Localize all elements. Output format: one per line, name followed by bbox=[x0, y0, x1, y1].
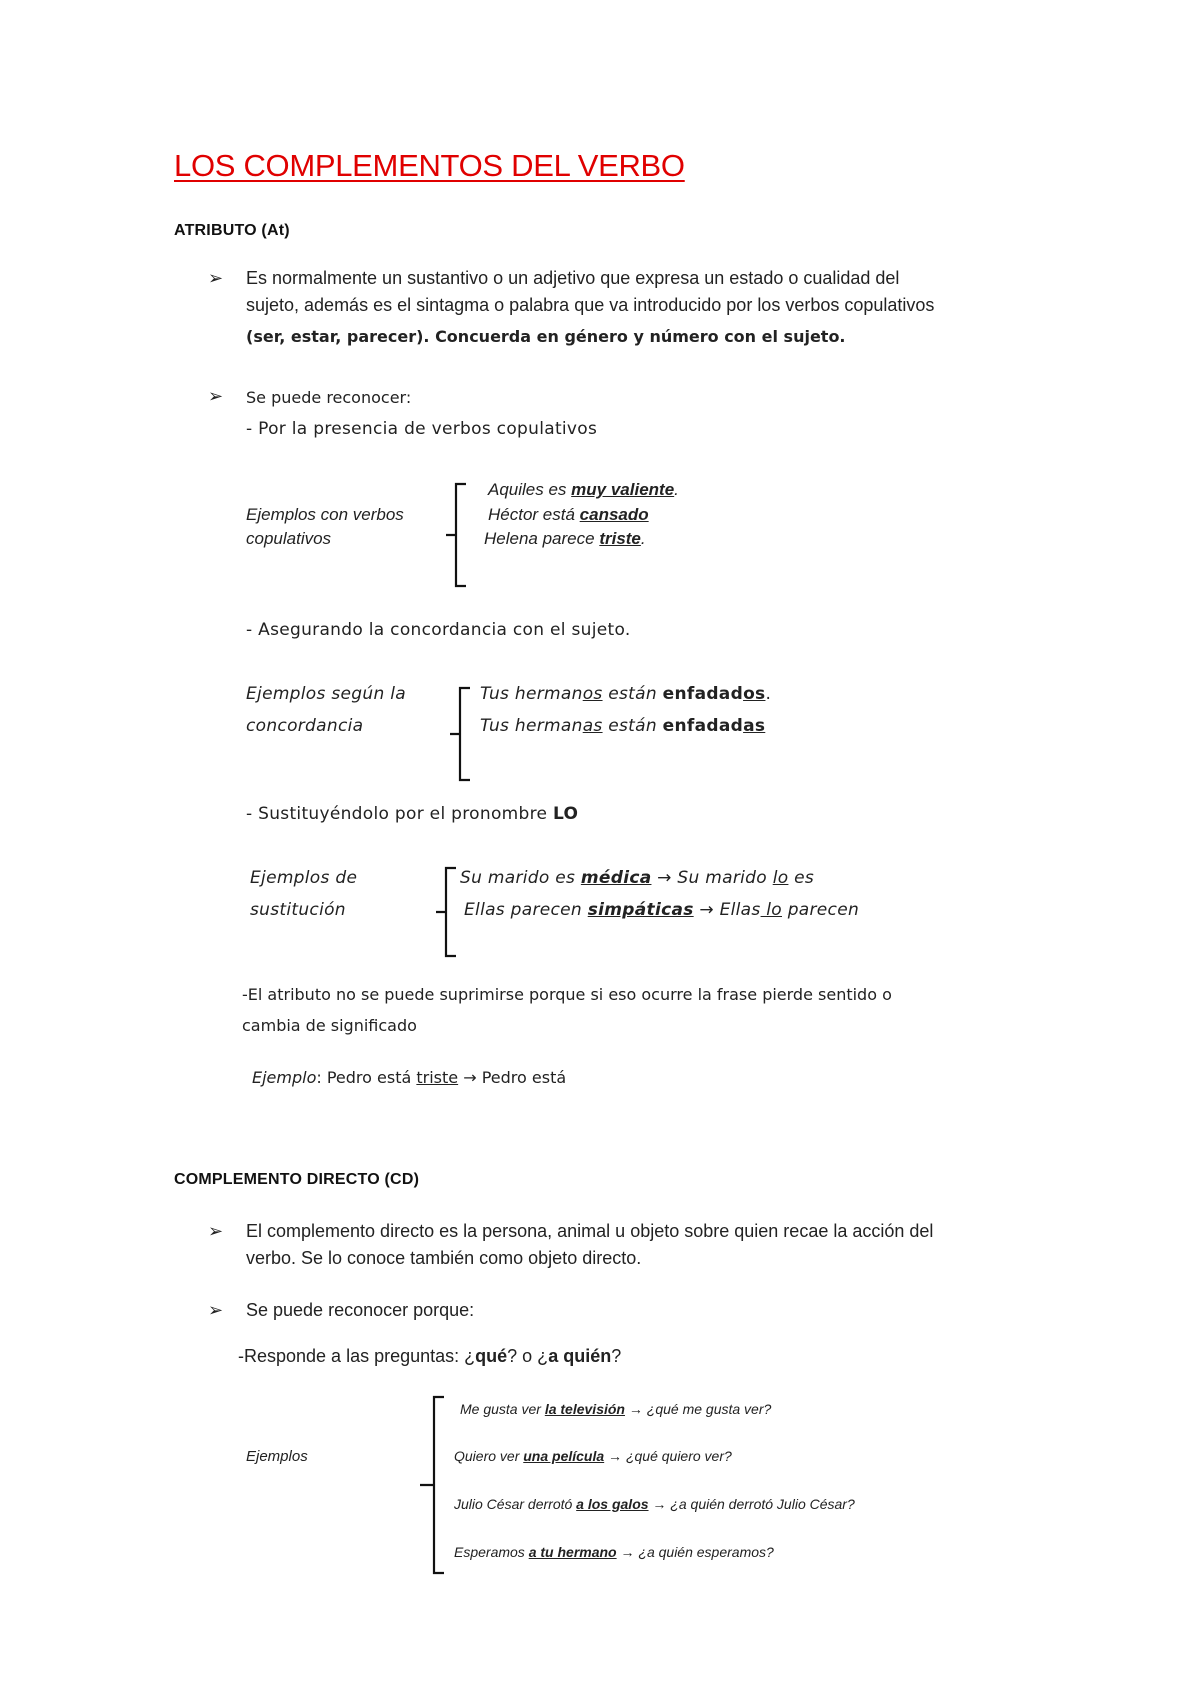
atributo-method-3 bbox=[246, 804, 578, 824]
atributo-note-line-2: cambia de significado bbox=[242, 1016, 417, 1035]
cd-bullet-1-line-1: El complemento directo es la persona, animal u objeto sobre quien recae la acción del bbox=[246, 1221, 934, 1241]
ex2-sentence-1 bbox=[480, 684, 771, 704]
ex3-s2-pronoun: lo bbox=[760, 900, 782, 920]
cd-ex-s4-object: a tu hermano bbox=[528, 1544, 617, 1560]
ex2-s1-subject: Tus herman bbox=[480, 684, 583, 704]
ex2-label-line-2: concordancia bbox=[246, 716, 364, 736]
cd-ex-sentence-3 bbox=[454, 1496, 855, 1512]
atributo-note-line-1: -El atributo no se puede suprimirse porque si eso ocurre la frase pierde sentido o bbox=[242, 985, 892, 1004]
arrowhead-bullet-icon: ➢ bbox=[208, 386, 224, 406]
ex1-s3-text: Helena parece bbox=[484, 529, 600, 548]
cd-ex-sentence-4 bbox=[454, 1544, 774, 1560]
cd-ex-s2-question: → ¿qué quiero ver? bbox=[604, 1448, 732, 1464]
cd-bullet-2 bbox=[208, 1297, 475, 1324]
ex2-s1-subject-ending: os bbox=[582, 684, 603, 704]
atributo-bullet-1-line-2: sujeto, además es el sintagma o palabra que va introducido por los verbos copulativos bbox=[246, 295, 935, 315]
cd-bullet-2-text: Se puede reconocer porque: bbox=[246, 1300, 475, 1320]
arrowhead-bullet-icon: ➢ bbox=[208, 1221, 224, 1241]
cd-ex-sentence-1 bbox=[460, 1401, 771, 1417]
ex3-sentence-2 bbox=[464, 900, 859, 920]
ex3-label-line-1: Ejemplos de bbox=[250, 868, 358, 888]
atributo-method-2: - Asegurando la concordancia con el sujeto. bbox=[246, 620, 631, 640]
ex1-s1-period: . bbox=[674, 480, 679, 499]
cd-bullet-1-line-2: verbo. Se lo conoce también como objeto directo. bbox=[246, 1248, 642, 1268]
ex3-s1-attribute: médica bbox=[580, 868, 652, 888]
ex3-s1-text: Su marido es bbox=[460, 868, 581, 888]
ex1-s2-attribute: cansado bbox=[579, 505, 649, 524]
atributo-method-1: - Por la presencia de verbos copulativos bbox=[246, 419, 598, 439]
ex1-s2-text: Héctor está bbox=[488, 505, 580, 524]
ex3-s1-verb: es bbox=[788, 868, 815, 888]
ex3-s1-pronoun: lo bbox=[772, 868, 789, 888]
section-heading-atributo: ATRIBUTO (At) bbox=[174, 222, 290, 239]
arrowhead-bullet-icon: ➢ bbox=[208, 1300, 224, 1320]
example-label: Ejemplo bbox=[252, 1068, 317, 1087]
ex1-sentence-2 bbox=[488, 505, 649, 525]
cd-bullet-1 bbox=[208, 1218, 934, 1272]
atributo-bullet-1 bbox=[208, 265, 935, 319]
atributo-bullet-1-line-3 bbox=[246, 327, 846, 346]
cd-ex-s4-text: Esperamos bbox=[454, 1544, 529, 1560]
cd-ex-s3-text: Julio César derrotó bbox=[454, 1496, 577, 1512]
ex1-label-line-2: copulativos bbox=[246, 529, 332, 548]
curly-brace-icon bbox=[440, 482, 480, 588]
cd-ex-s1-object: la televisión bbox=[544, 1401, 625, 1417]
cd-ex-s2-object: una película bbox=[523, 1448, 605, 1464]
page-title: LOS COMPLEMENTOS DEL VERBO bbox=[174, 148, 685, 183]
cd-question-a-quien: a quién bbox=[548, 1346, 612, 1366]
ex3-s1-arrow-text: → Su marido bbox=[651, 868, 773, 888]
ex2-s1-attribute: enfadad bbox=[662, 684, 744, 704]
ex1-sentence-1 bbox=[488, 480, 679, 500]
ex2-s2-verb: están bbox=[602, 716, 663, 736]
ex2-s2-subject: Tus herman bbox=[480, 716, 583, 736]
cd-ex-label: Ejemplos bbox=[246, 1448, 308, 1465]
atributo-bullet-1-line-3-text: (ser, estar, parecer). Concuerda en género y número con el sujeto. bbox=[246, 327, 846, 346]
ex3-sentence-1 bbox=[460, 868, 814, 888]
ex2-sentence-2 bbox=[480, 716, 765, 736]
ex2-s2-attribute-ending: as bbox=[743, 716, 766, 736]
ex1-sentence-3 bbox=[484, 529, 646, 549]
cd-ex-sentence-2 bbox=[454, 1448, 732, 1464]
cd-ex-s3-object: a los galos bbox=[576, 1496, 649, 1512]
example-text: : Pedro está bbox=[316, 1068, 417, 1087]
ex2-s2-attribute: enfadad bbox=[662, 716, 744, 736]
cd-question-que: qué bbox=[475, 1346, 508, 1366]
ex1-s3-attribute: triste bbox=[599, 529, 641, 548]
cd-ex-s4-question: → ¿a quién esperamos? bbox=[616, 1544, 774, 1560]
method-3-text: - Sustituyéndolo por el pronombre bbox=[246, 804, 553, 824]
ex2-s1-verb: están bbox=[602, 684, 663, 704]
cd-method-1-connector: ? o ¿ bbox=[507, 1346, 549, 1366]
example-result: → Pedro está bbox=[458, 1068, 567, 1087]
example-attribute: triste bbox=[416, 1068, 459, 1087]
cd-method-1 bbox=[238, 1343, 621, 1370]
method-3-pronoun: LO bbox=[553, 804, 579, 824]
cd-ex-s2-text: Quiero ver bbox=[454, 1448, 524, 1464]
cd-method-1-text: -Responde a las preguntas: ¿ bbox=[238, 1346, 476, 1366]
atributo-bullet-2-text: Se puede reconocer: bbox=[246, 388, 412, 407]
curly-brace-icon bbox=[414, 1395, 454, 1575]
cd-ex-s1-question: → ¿qué me gusta ver? bbox=[624, 1401, 772, 1417]
ex3-label-line-2: sustitución bbox=[250, 900, 346, 920]
ex2-label-line-1: Ejemplos según la bbox=[246, 684, 406, 704]
atributo-bullet-2 bbox=[208, 386, 412, 407]
ex2-s1-period: . bbox=[765, 684, 772, 704]
section-heading-cd: COMPLEMENTO DIRECTO (CD) bbox=[174, 1171, 420, 1188]
ex1-s1-attribute: muy valiente bbox=[571, 480, 675, 499]
atributo-bullet-1-line-1: Es normalmente un sustantivo o un adjetivo que expresa un estado o cualidad del bbox=[246, 268, 900, 288]
ex3-s2-attribute: simpáticas bbox=[587, 900, 694, 920]
ex3-s2-text: Ellas parecen bbox=[464, 900, 588, 920]
cd-ex-s1-text: Me gusta ver bbox=[460, 1401, 545, 1417]
ex1-s1-text: Aquiles es bbox=[488, 480, 572, 499]
arrowhead-bullet-icon: ➢ bbox=[208, 268, 224, 288]
ex3-s2-arrow-text: → Ellas bbox=[693, 900, 761, 920]
ex2-s1-attribute-ending: os bbox=[743, 684, 766, 704]
ex2-s2-subject-ending: as bbox=[582, 716, 603, 736]
ex3-s2-verb: parecen bbox=[782, 900, 860, 920]
atributo-example bbox=[252, 1068, 566, 1087]
cd-method-1-end: ? bbox=[611, 1346, 622, 1366]
cd-ex-s3-question: → ¿a quién derrotó Julio César? bbox=[648, 1496, 855, 1512]
ex1-s3-period: . bbox=[640, 529, 646, 548]
ex1-label-line-1: Ejemplos con verbos bbox=[246, 505, 404, 524]
